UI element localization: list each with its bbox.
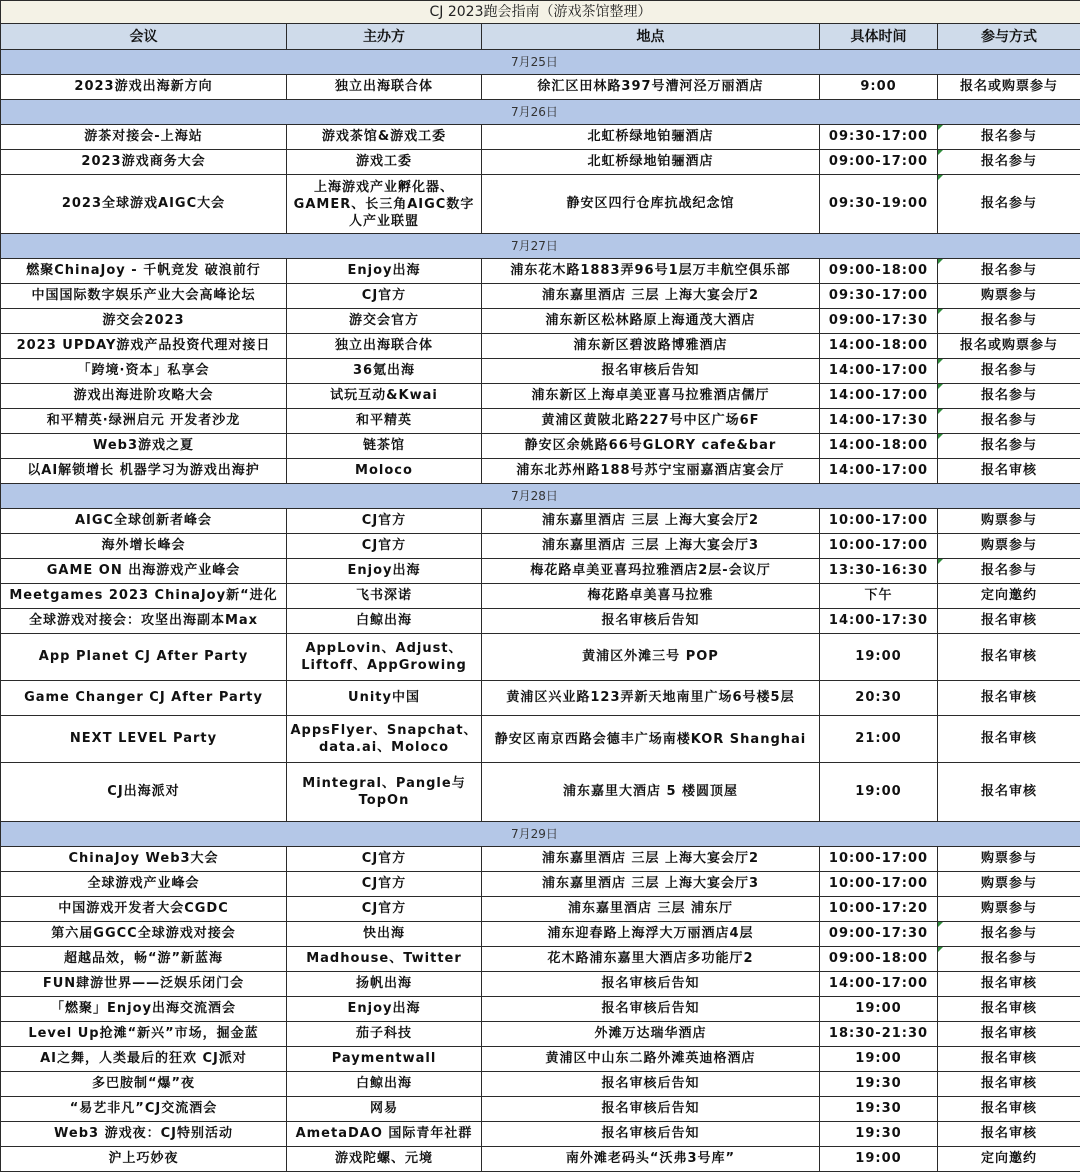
cell-organizer[interactable]: 游戏工委 [287,150,482,175]
cell-time[interactable]: 09:30-17:00 [820,284,938,309]
cell-time[interactable]: 19:00 [820,634,938,681]
cell-organizer[interactable]: Paymentwall [287,1047,482,1072]
cell-organizer[interactable]: Madhouse、Twitter [287,947,482,972]
table-row [1,384,1080,409]
cell-participation[interactable]: 报名参与 [938,434,1080,459]
cell-venue[interactable]: 浦东嘉里大酒店 5 楼圆顶屋 [482,763,820,822]
cell-time[interactable]: 19:30 [820,1122,938,1147]
cell-participation[interactable]: 购票参与 [938,847,1080,872]
cell-meeting[interactable]: Game Changer CJ After Party [1,681,287,716]
cell-organizer[interactable]: Mintegral、Pangle与TopOn [287,763,482,822]
cell-time[interactable]: 10:00-17:00 [820,872,938,897]
cell-time[interactable]: 09:00-17:30 [820,922,938,947]
cell-organizer[interactable]: AmetaDAO 国际青年社群 [287,1122,482,1147]
cell-participation[interactable]: 报名或购票参与 [938,75,1080,100]
cell-organizer[interactable]: 和平精英 [287,409,482,434]
cell-participation[interactable]: 报名参与 [938,309,1080,334]
cell-venue[interactable]: 静安区南京西路会德丰广场南楼KOR Shanghai [482,716,820,763]
column-header-row [1,24,1080,50]
cell-meeting[interactable]: 全球游戏产业峰会 [1,872,287,897]
cell-time[interactable]: 14:00-17:00 [820,359,938,384]
header-participation[interactable]: 参与方式 [938,24,1080,50]
table-row [1,284,1080,309]
cell-meeting[interactable]: 「燃聚」Enjoy出海交流酒会 [1,997,287,1022]
cell-organizer[interactable]: 36氪出海 [287,359,482,384]
cell-organizer[interactable]: Enjoy出海 [287,259,482,284]
table-row [1,1122,1080,1147]
cell-participation[interactable]: 报名审核 [938,716,1080,763]
cell-venue[interactable]: 浦东嘉里酒店 三层 浦东厅 [482,897,820,922]
cell-meeting[interactable]: CJ出海派对 [1,763,287,822]
table-row [1,534,1080,559]
cell-organizer[interactable]: 白鲸出海 [287,609,482,634]
cell-meeting[interactable]: 2023全球游戏AIGC大会 [1,175,287,234]
cell-participation[interactable]: 购票参与 [938,872,1080,897]
table-row [1,584,1080,609]
cell-time[interactable]: 09:00-18:00 [820,259,938,284]
cell-meeting[interactable]: 超越品效，畅“游”新蓝海 [1,947,287,972]
cell-meeting[interactable]: 全球游戏对接会：攻坚出海副本Max [1,609,287,634]
cell-time[interactable]: 14:00-17:30 [820,609,938,634]
cell-time[interactable]: 19:00 [820,1047,938,1072]
cell-participation[interactable]: 报名审核 [938,609,1080,634]
sheet-title[interactable]: CJ 2023跑会指南（游戏茶馆整理） [1,1,1080,24]
cell-venue[interactable]: 浦东新区松林路原上海通茂大酒店 [482,309,820,334]
cell-participation[interactable]: 报名审核 [938,459,1080,484]
cell-participation[interactable]: 报名参与 [938,359,1080,384]
date-row[interactable]: 7月29日 [1,822,1080,847]
table-row [1,309,1080,334]
table-row [1,847,1080,872]
section-jul27 [1,234,1080,484]
cell-organizer[interactable]: AppsFlyer、Snapchat、data.ai、Moloco [287,716,482,763]
cell-venue[interactable]: 外滩万达瑞华酒店 [482,1022,820,1047]
cell-organizer[interactable]: AppLovin、Adjust、Liftoff、AppGrowing [287,634,482,681]
cell-organizer[interactable]: Unity中国 [287,681,482,716]
table-row [1,434,1080,459]
table-row [1,997,1080,1022]
cell-meeting[interactable]: 以AI解锁增长 机器学习为游戏出海护 [1,459,287,484]
cell-venue[interactable]: 黄浦区中山东二路外滩英迪格酒店 [482,1047,820,1072]
cell-meeting[interactable]: 中国国际数字娱乐产业大会高峰论坛 [1,284,287,309]
cell-venue[interactable]: 黄浦区外滩三号 POP [482,634,820,681]
cell-venue[interactable]: 浦东嘉里酒店 三层 上海大宴会厅3 [482,872,820,897]
cell-meeting[interactable]: 第六届GGCC全球游戏对接会 [1,922,287,947]
table-row [1,359,1080,384]
cell-organizer[interactable]: 上海游戏产业孵化器、GAMER、长三角AIGC数字人产业联盟 [287,175,482,234]
table-row [1,259,1080,284]
cell-venue[interactable]: 报名审核后告知 [482,359,820,384]
table-row [1,1072,1080,1097]
cell-meeting[interactable]: 游茶对接会-上海站 [1,125,287,150]
cell-time[interactable]: 09:00-17:00 [820,150,938,175]
cell-participation[interactable]: 购票参与 [938,897,1080,922]
table-row [1,334,1080,359]
cell-venue[interactable]: 梅花路卓美喜马拉雅 [482,584,820,609]
cell-organizer[interactable]: 独立出海联合体 [287,75,482,100]
table-row [1,175,1080,234]
cell-venue[interactable]: 报名审核后告知 [482,1122,820,1147]
cell-organizer[interactable]: 独立出海联合体 [287,334,482,359]
cell-time[interactable]: 下午 [820,584,938,609]
table-row [1,972,1080,997]
cell-venue[interactable]: 浦东嘉里酒店 三层 上海大宴会厅3 [482,534,820,559]
table-row [1,1147,1080,1172]
cell-participation[interactable]: 购票参与 [938,284,1080,309]
cell-participation[interactable]: 定向邀约 [938,1147,1080,1172]
cell-meeting[interactable]: AIGC全球创新者峰会 [1,509,287,534]
cell-meeting[interactable]: 2023游戏商务大会 [1,150,287,175]
cell-venue[interactable]: 徐汇区田林路397号漕河泾万丽酒店 [482,75,820,100]
cell-meeting[interactable]: 海外增长峰会 [1,534,287,559]
cell-participation[interactable]: 报名审核 [938,763,1080,822]
table-row [1,75,1080,100]
table-row [1,409,1080,434]
cell-meeting[interactable]: 沪上巧妙夜 [1,1147,287,1172]
table-row [1,897,1080,922]
table-row [1,1047,1080,1072]
table-row [1,1022,1080,1047]
cell-participation[interactable]: 报名参与 [938,559,1080,584]
cell-venue[interactable]: 报名审核后告知 [482,1072,820,1097]
cell-meeting[interactable]: Meetgames 2023 ChinaJoy新“进化 [1,584,287,609]
cell-meeting[interactable]: “易艺非凡”CJ交流酒会 [1,1097,287,1122]
header-organizer[interactable]: 主办方 [287,24,482,50]
cell-meeting[interactable]: FUN肆游世界——泛娱乐闭门会 [1,972,287,997]
cell-participation[interactable]: 报名审核 [938,1097,1080,1122]
cell-organizer[interactable]: Enjoy出海 [287,997,482,1022]
cell-venue[interactable]: 黄浦区黄陂北路227号中区广场6F [482,409,820,434]
cell-time[interactable]: 19:30 [820,1097,938,1122]
table-row [1,716,1080,763]
cell-organizer[interactable]: CJ官方 [287,534,482,559]
cell-participation[interactable]: 报名参与 [938,922,1080,947]
cell-venue[interactable]: 报名审核后告知 [482,972,820,997]
date-row[interactable]: 7月28日 [1,484,1080,509]
cell-meeting[interactable]: NEXT LEVEL Party [1,716,287,763]
cell-time[interactable]: 19:30 [820,1072,938,1097]
table-row [1,609,1080,634]
cell-time[interactable]: 10:00-17:20 [820,897,938,922]
date-row[interactable]: 7月26日 [1,100,1080,125]
table-row [1,1097,1080,1122]
cell-meeting[interactable]: 游交会2023 [1,309,287,334]
cell-venue[interactable]: 北虹桥绿地铂骊酒店 [482,150,820,175]
cell-venue[interactable]: 北虹桥绿地铂骊酒店 [482,125,820,150]
cell-participation[interactable]: 报名审核 [938,972,1080,997]
cell-participation[interactable]: 报名审核 [938,1122,1080,1147]
cell-organizer[interactable]: 快出海 [287,922,482,947]
cell-meeting[interactable]: AI之舞，人类最后的狂欢 CJ派对 [1,1047,287,1072]
cell-venue[interactable]: 浦东嘉里酒店 三层 上海大宴会厅2 [482,284,820,309]
cell-participation[interactable]: 购票参与 [938,509,1080,534]
section-jul29 [1,822,1080,1172]
cell-participation[interactable]: 报名审核 [938,1072,1080,1097]
cell-time[interactable]: 20:30 [820,681,938,716]
cell-meeting[interactable]: Level Up抢滩“新兴”市场，掘金蓝 [1,1022,287,1047]
cell-participation[interactable]: 报名参与 [938,384,1080,409]
cell-meeting[interactable]: 多巴胺制“爆”夜 [1,1072,287,1097]
cell-time[interactable]: 9:00 [820,75,938,100]
cell-participation[interactable]: 报名审核 [938,997,1080,1022]
cell-venue[interactable]: 静安区四行仓库抗战纪念馆 [482,175,820,234]
cell-participation[interactable]: 购票参与 [938,534,1080,559]
cell-venue[interactable]: 浦东嘉里酒店 三层 上海大宴会厅2 [482,847,820,872]
header-venue[interactable]: 地点 [482,24,820,50]
section-jul25 [1,50,1080,100]
table-row [1,509,1080,534]
table-row [1,872,1080,897]
table-row [1,459,1080,484]
cell-meeting[interactable]: 中国游戏开发者大会CGDC [1,897,287,922]
cell-time[interactable]: 21:00 [820,716,938,763]
cell-time[interactable]: 14:00-17:00 [820,459,938,484]
cell-meeting[interactable]: 燃聚ChinaJoy - 千帆竞发 破浪前行 [1,259,287,284]
cell-time[interactable]: 19:00 [820,997,938,1022]
table-row [1,634,1080,681]
cell-time[interactable]: 09:00-17:30 [820,309,938,334]
cell-participation[interactable]: 报名参与 [938,150,1080,175]
cell-meeting[interactable]: 「跨境·资本」私享会 [1,359,287,384]
cell-participation[interactable]: 报名审核 [938,1047,1080,1072]
cell-organizer[interactable]: 飞书深诺 [287,584,482,609]
cell-organizer[interactable]: CJ官方 [287,847,482,872]
section-jul28 [1,484,1080,822]
cell-participation[interactable]: 报名审核 [938,1022,1080,1047]
cell-venue[interactable]: 浦东嘉里酒店 三层 上海大宴会厅2 [482,509,820,534]
cell-meeting[interactable]: Web3 游戏夜：CJ特别活动 [1,1122,287,1147]
cell-time[interactable]: 14:00-17:00 [820,972,938,997]
cell-meeting[interactable]: 2023 UPDAY游戏产品投资代理对接日 [1,334,287,359]
cell-organizer[interactable]: 茄子科技 [287,1022,482,1047]
cell-venue[interactable]: 浦东新区碧波路博雅酒店 [482,334,820,359]
cell-participation[interactable]: 报名参与 [938,175,1080,234]
cell-venue[interactable]: 浦东迎春路上海浮大万丽酒店4层 [482,922,820,947]
cell-participation[interactable]: 报名或购票参与 [938,334,1080,359]
cell-time[interactable]: 14:00-17:30 [820,409,938,434]
cell-meeting[interactable]: GAME ON 出海游戏产业峰会 [1,559,287,584]
cell-venue[interactable]: 静安区余姚路66号GLORY cafe&bar [482,434,820,459]
cell-organizer[interactable]: 扬帆出海 [287,972,482,997]
cell-participation[interactable]: 定向邀约 [938,584,1080,609]
date-row[interactable]: 7月27日 [1,234,1080,259]
cell-venue[interactable]: 南外滩老码头“沃弗3号库” [482,1147,820,1172]
cell-time[interactable]: 14:00-18:00 [820,434,938,459]
cell-time[interactable]: 18:30-21:30 [820,1022,938,1047]
cell-organizer[interactable]: 游戏陀螺、元境 [287,1147,482,1172]
cell-time[interactable]: 13:30-16:30 [820,559,938,584]
cell-organizer[interactable]: CJ官方 [287,509,482,534]
cell-time[interactable]: 10:00-17:00 [820,534,938,559]
cell-meeting[interactable]: 和平精英·绿洲启元 开发者沙龙 [1,409,287,434]
cell-organizer[interactable]: 网易 [287,1097,482,1122]
header-meeting[interactable]: 会议 [1,24,287,50]
cell-participation[interactable]: 报名参与 [938,409,1080,434]
header-time[interactable]: 具体时间 [820,24,938,50]
cell-meeting[interactable]: Web3游戏之夏 [1,434,287,459]
cell-venue[interactable]: 报名审核后告知 [482,609,820,634]
cell-time[interactable]: 09:30-19:00 [820,175,938,234]
cell-venue[interactable]: 黄浦区兴业路123弄新天地南里广场6号楼5层 [482,681,820,716]
cell-organizer[interactable]: 试玩互动&Kwai [287,384,482,409]
cell-organizer[interactable]: CJ官方 [287,897,482,922]
cell-participation[interactable]: 报名参与 [938,259,1080,284]
cell-organizer[interactable]: CJ官方 [287,872,482,897]
cell-time[interactable]: 09:00-18:00 [820,947,938,972]
cell-organizer[interactable]: 游戏茶馆&游戏工委 [287,125,482,150]
cell-organizer[interactable]: 白鲸出海 [287,1072,482,1097]
cell-organizer[interactable]: CJ官方 [287,284,482,309]
cell-participation[interactable]: 报名参与 [938,125,1080,150]
cell-participation[interactable]: 报名审核 [938,634,1080,681]
cell-organizer[interactable]: Moloco [287,459,482,484]
table-row [1,681,1080,716]
cell-time[interactable]: 09:30-17:00 [820,125,938,150]
cell-participation[interactable]: 报名审核 [938,681,1080,716]
cell-meeting[interactable]: 游戏出海进阶攻略大会 [1,384,287,409]
cell-venue[interactable]: 梅花路卓美亚喜玛拉雅酒店2层-会议厅 [482,559,820,584]
cell-venue[interactable]: 浦东新区上海卓美亚喜马拉雅酒店儒厅 [482,384,820,409]
cell-meeting[interactable]: App Planet CJ After Party [1,634,287,681]
table-row [1,922,1080,947]
cell-venue[interactable]: 报名审核后告知 [482,997,820,1022]
date-row[interactable]: 7月25日 [1,50,1080,75]
table-row [1,559,1080,584]
cell-venue[interactable]: 浦东北苏州路188号苏宁宝丽嘉酒店宴会厅 [482,459,820,484]
cell-organizer[interactable]: 链茶馆 [287,434,482,459]
cell-time[interactable]: 10:00-17:00 [820,509,938,534]
table-row [1,125,1080,150]
cell-meeting[interactable]: ChinaJoy Web3大会 [1,847,287,872]
cell-organizer[interactable]: Enjoy出海 [287,559,482,584]
cell-time[interactable]: 14:00-17:00 [820,384,938,409]
cell-time[interactable]: 14:00-18:00 [820,334,938,359]
cell-time[interactable]: 19:00 [820,763,938,822]
cell-venue[interactable]: 浦东花木路1883弄96号1层万丰航空俱乐部 [482,259,820,284]
cell-time[interactable]: 10:00-17:00 [820,847,938,872]
cell-organizer[interactable]: 游交会官方 [287,309,482,334]
table-row [1,763,1080,822]
cell-venue[interactable]: 花木路浦东嘉里大酒店多功能厅2 [482,947,820,972]
section-jul26 [1,100,1080,234]
table-row [1,947,1080,972]
cell-time[interactable]: 19:00 [820,1147,938,1172]
table-row [1,150,1080,175]
cell-venue[interactable]: 报名审核后告知 [482,1097,820,1122]
cell-meeting[interactable]: 2023游戏出海新方向 [1,75,287,100]
cell-participation[interactable]: 报名参与 [938,947,1080,972]
